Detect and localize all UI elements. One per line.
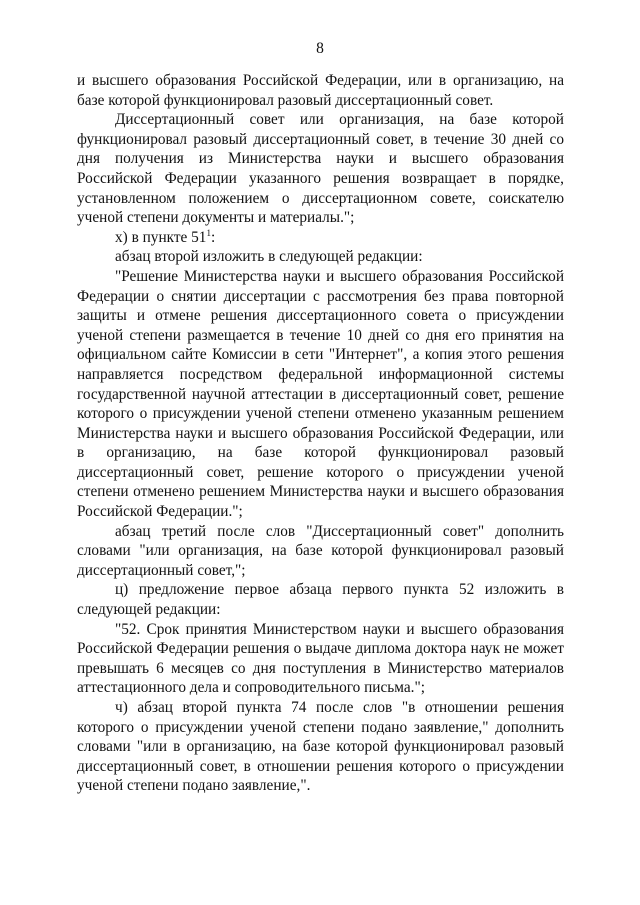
item-kh-text: х) в пункте 51 xyxy=(115,228,207,246)
document-body xyxy=(77,71,564,796)
item-kh-colon: : xyxy=(210,228,216,246)
paragraph-item-52: "52. Срок принятия Министерством науки и высшего образования Российской Федерации решения о выдаче диплома доктора наук не может превышать 6 месяцев со дня поступления в Министерство материалов аттестационного дела и сопроводительного письма."; xyxy=(77,620,564,697)
paragraph-item-ts: ц) предложение первое абзаца первого пункта 52 изложить в следующей редакции: xyxy=(77,581,564,619)
item-kh-superscript: 1 xyxy=(206,227,211,238)
paragraph-continuation: и высшего образования Российской Федерации, или в организацию, на базе которой функционировал разовый диссертационный совет. xyxy=(77,72,564,109)
paragraph-second-abzac: абзац второй изложить в следующей редакции: xyxy=(115,248,423,266)
paragraph-item-ch: ч) абзац второй пункта 74 после слов "в отношении решения которого о присуждении ученой степени подано заявление," дополнить словами "или в организацию, на базе которой функционировал разовый диссертационный совет, в отношении решения которого о присуждении ученой степени подано заявление,". xyxy=(77,699,564,795)
paragraph-decision-text: "Решение Министерства науки и высшего образования Российской Федерации о снятии диссертации с рассмотрения без права повторной защиты и отмене решения диссертационного совета о присуждении ученой степени размещается в течение 10 дней со дня его принятия на официальном сайте Комиссии в сети "Интернет", а копия этого решения направляется посредством федеральной информационной системы государственной научной аттестации в диссертационный совет, решение которого о присуждении ученой степени отменено указанным решением Министерства науки и высшего образования Российской Федерации, или в организацию, на базе которой функционировал разовый диссертационный совет, решение которого о присуждении ученой степени отменено решением Министерства науки и высшего образования Российской Федерации."; xyxy=(77,267,564,521)
paragraph-council-return-documents: Диссертационный совет или организация, на базе которой функционировал разовый диссертационный совет, в течение 30 дней со дня получения из Министерства науки и высшего образования Российской Федерации указанного решения возвращает в порядке, установленном положением о диссертационном совете, соискателю ученой степени документы и материалы."; xyxy=(77,111,564,227)
paragraph-item-kh xyxy=(77,228,564,248)
page-number: 8 xyxy=(316,40,324,57)
paragraph-third-abzac: абзац третий после слов "Диссертационный совет" дополнить словами "или организация, на базе которой функционировал разовый диссертационный совет,"; xyxy=(77,522,564,579)
